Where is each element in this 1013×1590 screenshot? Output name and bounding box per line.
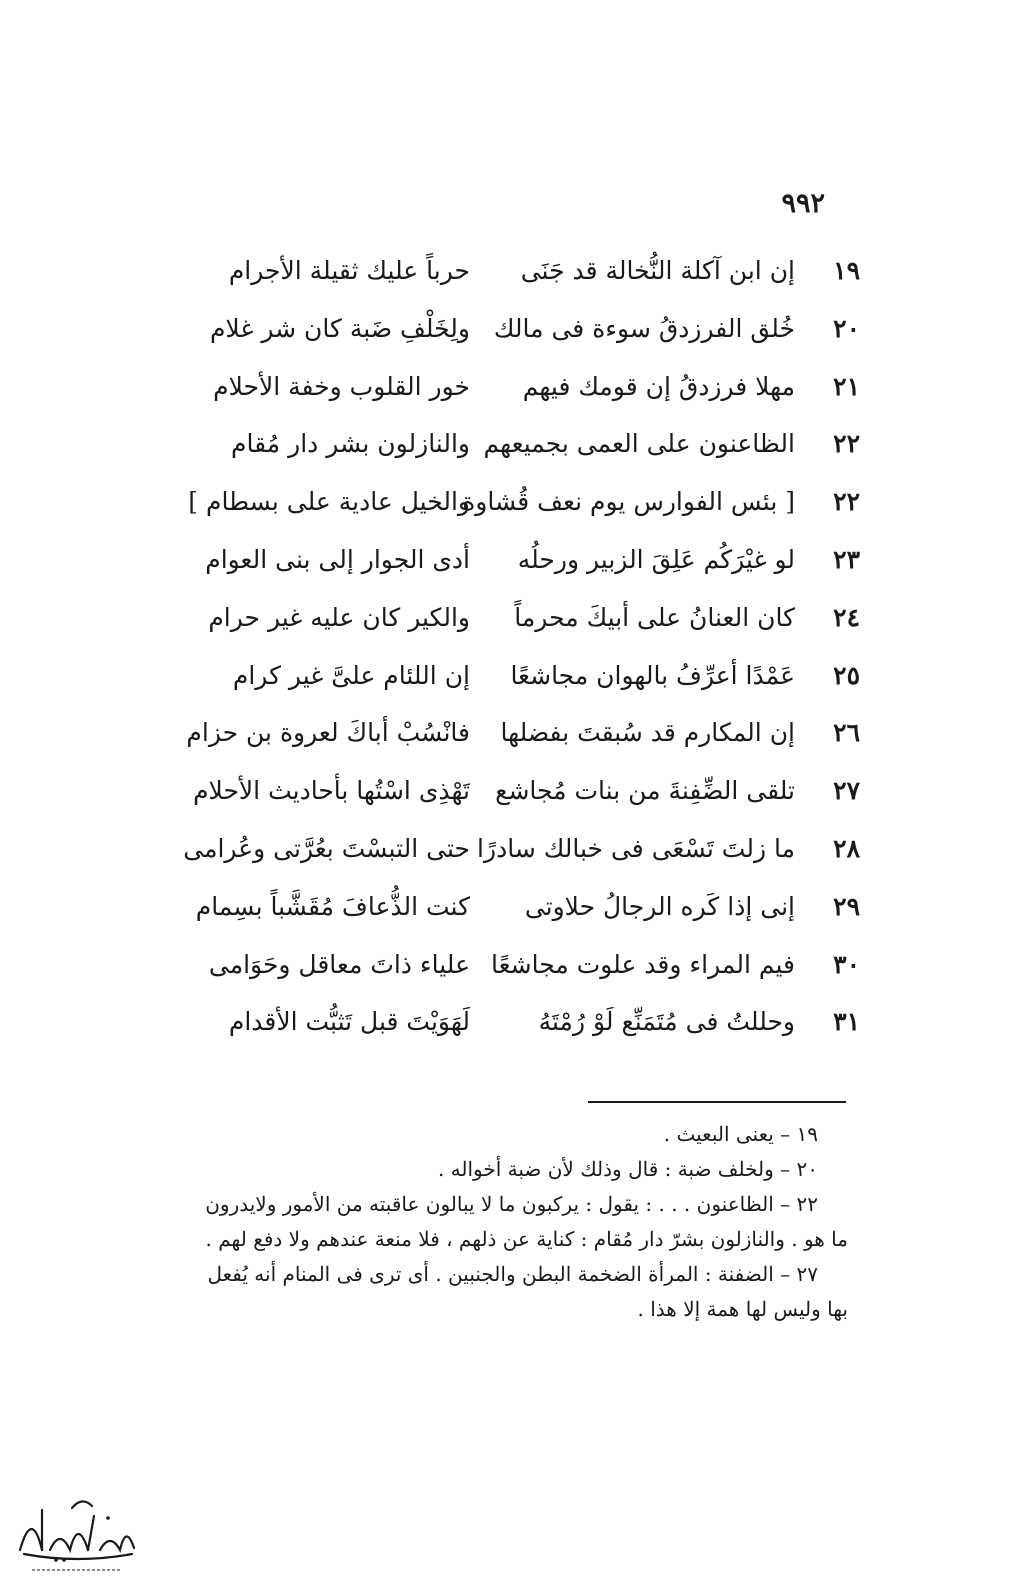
- verse-second-hemistich: إن اللئام علىَّ غير كرام: [232, 660, 470, 690]
- verse-row: [180, 531, 860, 589]
- verse-first-hemistich: عَمْدًا أعرِّفُ بالهوان مجاشعًا: [510, 660, 795, 690]
- verse-second-hemistich: علياء ذاتَ معاقل وحَوَامى: [208, 949, 470, 979]
- verse-first-hemistich: ما زلتَ تَسْعَى فى خبالك سادرًا: [477, 833, 795, 863]
- verse-row: [180, 993, 860, 1051]
- verse-second-hemistich: أدى الجوار إلى بنى العوام: [205, 544, 470, 574]
- verse-number: ٢٠: [833, 313, 860, 343]
- verse-first-hemistich: [ بئس الفوارس يوم نعف قُشاوة: [462, 487, 795, 517]
- verse-number: ٢٨: [833, 833, 860, 863]
- verse-second-hemistich: والكير كان عليه غير حرام: [208, 602, 470, 632]
- verse-first-hemistich: الظاعنون على العمى بجميعهم: [483, 429, 795, 459]
- verse-number: ٢٦: [833, 718, 860, 748]
- verse-row: [180, 300, 860, 358]
- footnotes: [168, 1117, 848, 1327]
- verse-first-hemistich: إن المكارم قد سُبقتَ بفضلها: [500, 718, 795, 748]
- verse-number: ٣٠: [833, 949, 860, 979]
- poem: [180, 242, 860, 1051]
- verse-row: [180, 820, 860, 878]
- verse-row: [180, 589, 860, 647]
- verse-second-hemistich: خور القلوب وخفة الأحلام: [213, 371, 470, 401]
- verse-first-hemistich: كان العنانُ على أبيكَ محرماً: [514, 602, 795, 632]
- verse-row: [180, 358, 860, 416]
- footnote-divider: [588, 1101, 846, 1103]
- verse-number: ٢١: [833, 371, 860, 401]
- footnote-line: ٢٧ – الضفنة : المرأة الضخمة البطن والجنبين . أى ترى فى المنام أنه يُفعل: [207, 1262, 818, 1286]
- footnote-line: ١٩ – يعنى البعيث .: [663, 1122, 818, 1146]
- verse-second-hemistich: فانْسُبْ أباكَ لعروة بن حزام: [186, 718, 470, 748]
- verse-first-hemistich: فيم المراء وقد علوت مجاشعًا: [491, 949, 795, 979]
- verse-second-hemistich: حرباً عليك ثقيلة الأجرام: [228, 256, 470, 285]
- verse-second-hemistich: تَهْذِى اسْتُها بأحاديث الأحلام: [193, 776, 470, 806]
- verse-number: ٢٧: [833, 776, 860, 806]
- verse-number: ٢٩: [833, 891, 860, 921]
- verse-row: [180, 473, 860, 531]
- footnote-line: ما هو . والنازلون بشرّ دار مُقام : كناية عن ذلهم ، فلا منعة عندهم ولا دفع لهم .: [205, 1227, 848, 1251]
- verse-second-hemistich: والخيل عادية على بسطام ]: [188, 487, 470, 517]
- verse-row: [180, 704, 860, 762]
- verse-second-hemistich: ولِخَلْفِ ضَبة كان شر غلام: [209, 313, 470, 343]
- verse-first-hemistich: مهلا فرزدقُ إن قومك فيهم: [522, 371, 795, 401]
- verse-number: ٢٥: [833, 660, 860, 690]
- verse-second-hemistich: والنازلون بشر دار مُقام: [231, 429, 470, 459]
- page-number: ٩٩٢: [781, 188, 825, 219]
- verse-first-hemistich: إن ابن آكلة النُّخالة قد جَنَى: [520, 256, 795, 285]
- verse-first-hemistich: تلقى الضِّفِنةَ من بنات مُجاشع: [495, 776, 795, 806]
- verse-second-hemistich: كنت الذُّعافَ مُقَشَّباً بسِمام: [195, 891, 470, 921]
- verse-row: [180, 415, 860, 473]
- verse-row: [180, 242, 860, 300]
- verse-first-hemistich: إنى إذا كَره الرجالُ حلاوتى: [524, 891, 795, 921]
- footnote-line: ٢٢ – الظاعنون . . . : يقول : يركبون ما لا يبالون عاقبته من الأمور ولايدرون: [205, 1192, 818, 1216]
- verse-number: ٢٣: [833, 544, 860, 574]
- verse-row: [180, 762, 860, 820]
- verse-number: ٢٢: [833, 429, 860, 459]
- verse-row: [180, 878, 860, 936]
- verse-first-hemistich: لو غيْرَكُم عَلِقَ الزبير ورحلُه: [517, 544, 795, 574]
- verse-first-hemistich: وحللتُ فى مُتَمَنِّع لَوْ رُمْتَهُ: [538, 1007, 795, 1037]
- verse-number: ١٩: [833, 256, 860, 285]
- footnote-line: ٢٠ – ولخلف ضبة : قال وذلك لأن ضبة أخواله .: [437, 1157, 818, 1181]
- verse-second-hemistich: لَهَوَيْتَ قبل تَثبُّت الأقدام: [228, 1007, 470, 1037]
- verse-number: ٣١: [833, 1007, 860, 1037]
- verse-first-hemistich: خُلق الفرزدقُ سوءة فى مالك: [493, 313, 795, 343]
- library-stamp-logo: [12, 1488, 142, 1578]
- footnote-line: بها وليس لها همة إلا هذا .: [637, 1297, 848, 1321]
- verse-row: [180, 936, 860, 994]
- verse-number: ٢٢: [833, 487, 860, 517]
- verse-row: [180, 647, 860, 705]
- verse-number: ٢٤: [833, 602, 860, 632]
- verse-second-hemistich: حتى التبسْتَ بعُرَّتى وعُرامى: [183, 833, 470, 863]
